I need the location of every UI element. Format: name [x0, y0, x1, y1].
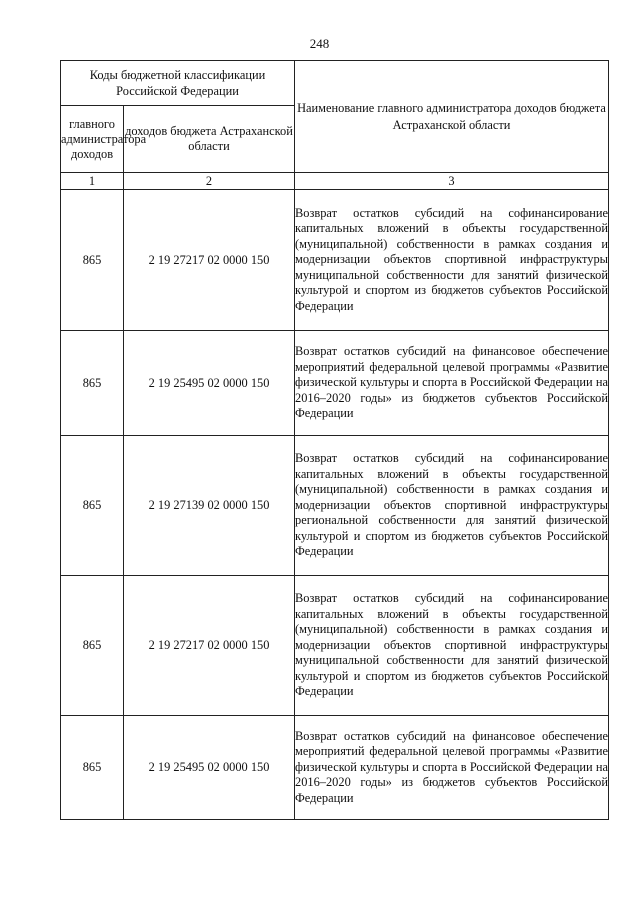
revenue-code: 2 19 25495 02 0000 150	[124, 331, 295, 436]
table-row	[61, 190, 609, 331]
header-group-title: Коды бюджетной классификации Российской Федерации	[61, 61, 295, 106]
admin-code: 865	[61, 576, 124, 716]
header-row-1	[61, 61, 609, 106]
revenue-description: Возврат остатков субсидий на софинансирование капитальных вложений в объекты государственной (муниципальной) собственности в рамках создания и модернизации объектов спортивной инфраструктуры региональной собственности для занятий физической культурой и спортом из бюджетов субъектов Российской Федерации	[295, 436, 609, 576]
header-col2: доходов бюджета Астраханской области	[124, 106, 295, 173]
revenue-code: 2 19 27217 02 0000 150	[124, 190, 295, 331]
revenue-description: Возврат остатков субсидий на финансовое обеспечение мероприятий федеральной целевой программы «Развитие физической культуры и спорта в Российской Федерации на 2016–2020 годы» из бюджетов субъектов Российской Федерации	[295, 716, 609, 820]
header-col3: Наименование главного администратора доходов бюджета Астраханской области	[295, 61, 609, 173]
table-row	[61, 331, 609, 436]
column-number-row	[61, 173, 609, 190]
table-row	[61, 576, 609, 716]
revenue-description: Возврат остатков субсидий на софинансирование капитальных вложений в объекты государственной (муниципальной) собственности в рамках создания и модернизации объектов спортивной инфраструктуры муниципальной собственности для занятий физической культурой и спортом из бюджетов субъектов Российской Федерации	[295, 190, 609, 331]
header-col1: главного администратора доходов	[61, 106, 124, 173]
column-number: 2	[124, 173, 295, 190]
table-row	[61, 716, 609, 820]
page-number: 248	[309, 36, 330, 51]
admin-code: 865	[61, 436, 124, 576]
column-number: 3	[295, 173, 609, 190]
revenue-code: 2 19 27217 02 0000 150	[124, 576, 295, 716]
revenue-code: 2 19 25495 02 0000 150	[124, 716, 295, 820]
admin-code: 865	[61, 190, 124, 331]
table-row	[61, 436, 609, 576]
revenue-description: Возврат остатков субсидий на софинансирование капитальных вложений в объекты государственной (муниципальной) собственности в рамках создания и модернизации объектов спортивной инфраструктуры муниципальной собственности для занятий физической культурой и спортом из бюджетов субъектов Российской Федерации	[295, 576, 609, 716]
budget-classification-table	[60, 60, 609, 820]
revenue-description: Возврат остатков субсидий на финансовое обеспечение мероприятий федеральной целевой программы «Развитие физической культуры и спорта в Российской Федерации на 2016–2020 годы» из бюджетов субъектов Российской Федерации	[295, 331, 609, 436]
admin-code: 865	[61, 716, 124, 820]
admin-code: 865	[61, 331, 124, 436]
revenue-code: 2 19 27139 02 0000 150	[124, 436, 295, 576]
column-number: 1	[61, 173, 124, 190]
